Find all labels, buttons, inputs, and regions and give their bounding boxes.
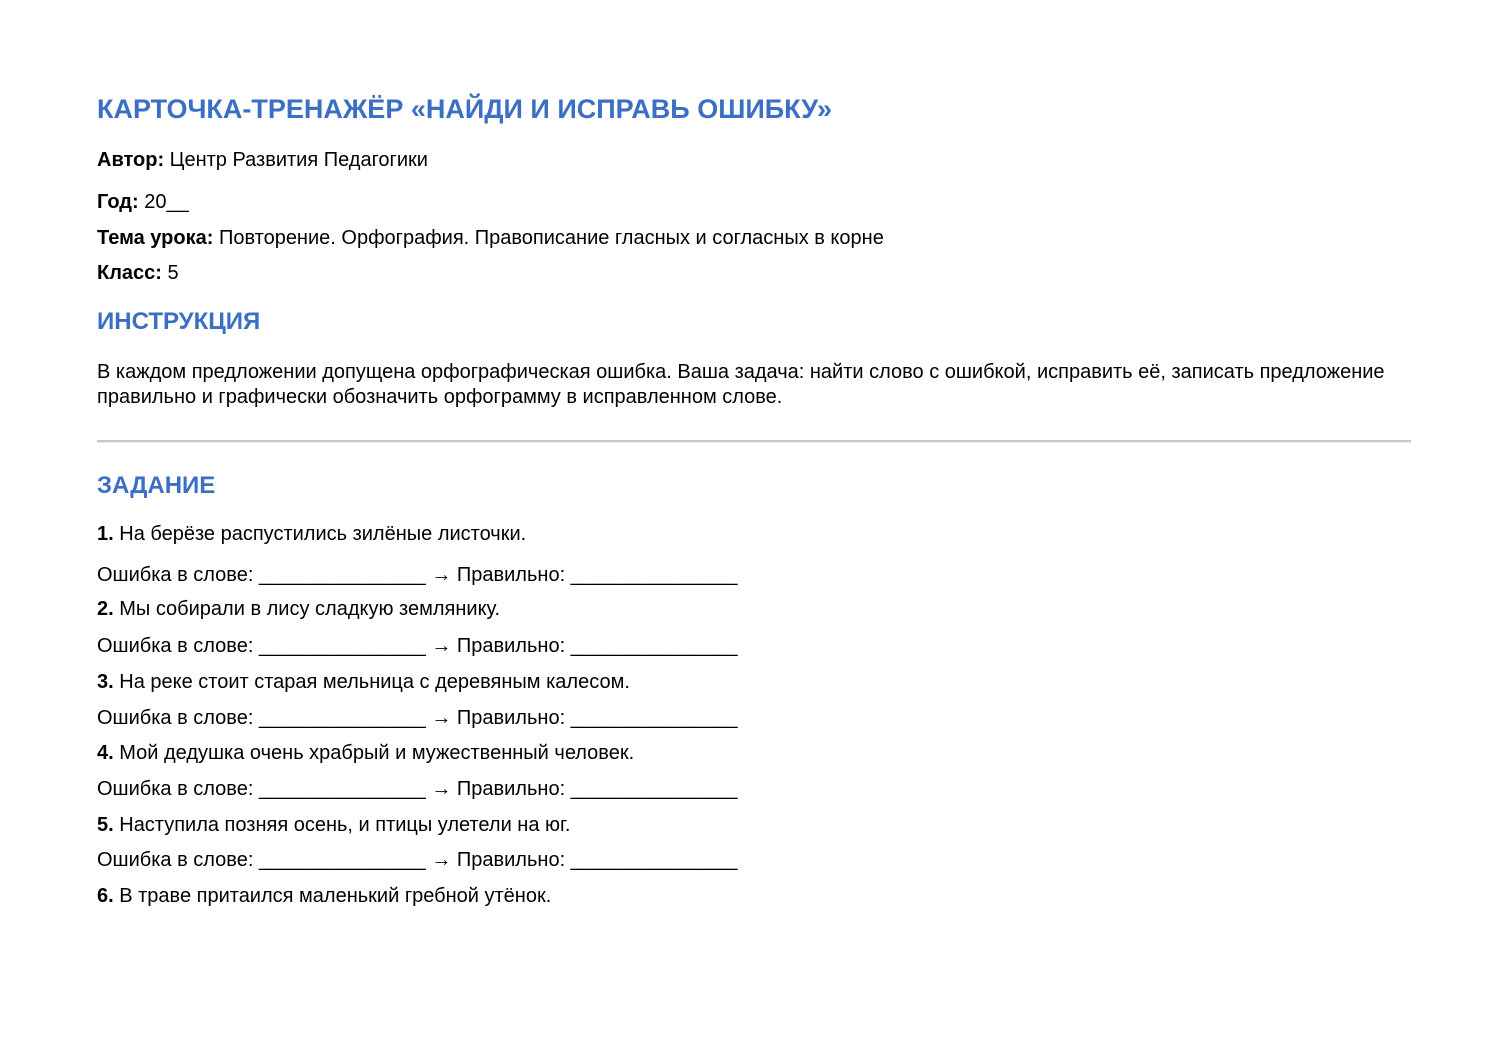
task-item-sentence: Мой дедушка очень храбрый и мужественный человек. <box>113 742 635 764</box>
answer-line-1[interactable]: Ошибка в слове: _______________ → Правильно: _______________ <box>97 564 738 586</box>
task-item-number: 3. <box>97 671 114 693</box>
task-item-number: 4. <box>97 742 114 764</box>
task-item-2 <box>97 598 500 621</box>
task-item-6 <box>97 885 551 908</box>
task-item-sentence: На берёзе распустились зилёные листочки. <box>113 523 527 545</box>
year-label: Год: <box>97 191 139 213</box>
author-line <box>97 149 428 172</box>
page-title: КАРТОЧКА-ТРЕНАЖЁР «НАЙДИ И ИСПРАВЬ ОШИБКУ» <box>97 94 833 124</box>
author-label: Автор: <box>97 149 165 171</box>
task-item-number: 1. <box>97 523 114 545</box>
topic-value: Повторение. Орфография. Правописание гласных и согласных в корне <box>213 227 884 249</box>
task-item-number: 6. <box>97 885 114 907</box>
class-value: 5 <box>161 262 179 284</box>
instruction-text: В каждом предложении допущена орфографическая ошибка. Ваша задача: найти слово с ошибкой, исправить её, записать предложение правильно и графически обозначить орфограмму в исправленном слове. <box>97 361 1385 408</box>
section-divider <box>97 440 1411 443</box>
author-value: Центр Развития Педагогики <box>164 149 428 171</box>
task-heading: ЗАДАНИЕ <box>97 472 216 499</box>
topic-line <box>97 227 884 250</box>
task-item-5 <box>97 814 570 837</box>
task-item-3 <box>97 671 630 694</box>
answer-line-5[interactable]: Ошибка в слове: _______________ → Правильно: _______________ <box>97 849 738 871</box>
task-item-sentence: Мы собирали в лису сладкую землянику. <box>113 598 501 620</box>
answer-line-4[interactable]: Ошибка в слове: _______________ → Правильно: _______________ <box>97 778 738 800</box>
task-item-number: 2. <box>97 598 114 620</box>
class-line <box>97 262 179 285</box>
task-item-sentence: В траве притаился маленький гребной утёнок. <box>113 885 552 907</box>
topic-label: Тема урока: <box>97 227 214 249</box>
task-item-number: 5. <box>97 814 114 836</box>
answer-line-2[interactable]: Ошибка в слове: _______________ → Правильно: _______________ <box>97 635 738 657</box>
year-value: 20__ <box>138 191 189 213</box>
class-label: Класс: <box>97 262 162 284</box>
answer-line-3[interactable]: Ошибка в слове: _______________ → Правильно: _______________ <box>97 707 738 729</box>
task-item-4 <box>97 742 634 765</box>
task-item-1 <box>97 523 526 546</box>
year-line <box>97 191 189 214</box>
instruction-heading: ИНСТРУКЦИЯ <box>97 308 261 335</box>
task-item-sentence: На реке стоит старая мельница с деревяным калесом. <box>113 671 630 693</box>
task-item-sentence: Наступила позняя осень, и птицы улетели на юг. <box>113 814 571 836</box>
